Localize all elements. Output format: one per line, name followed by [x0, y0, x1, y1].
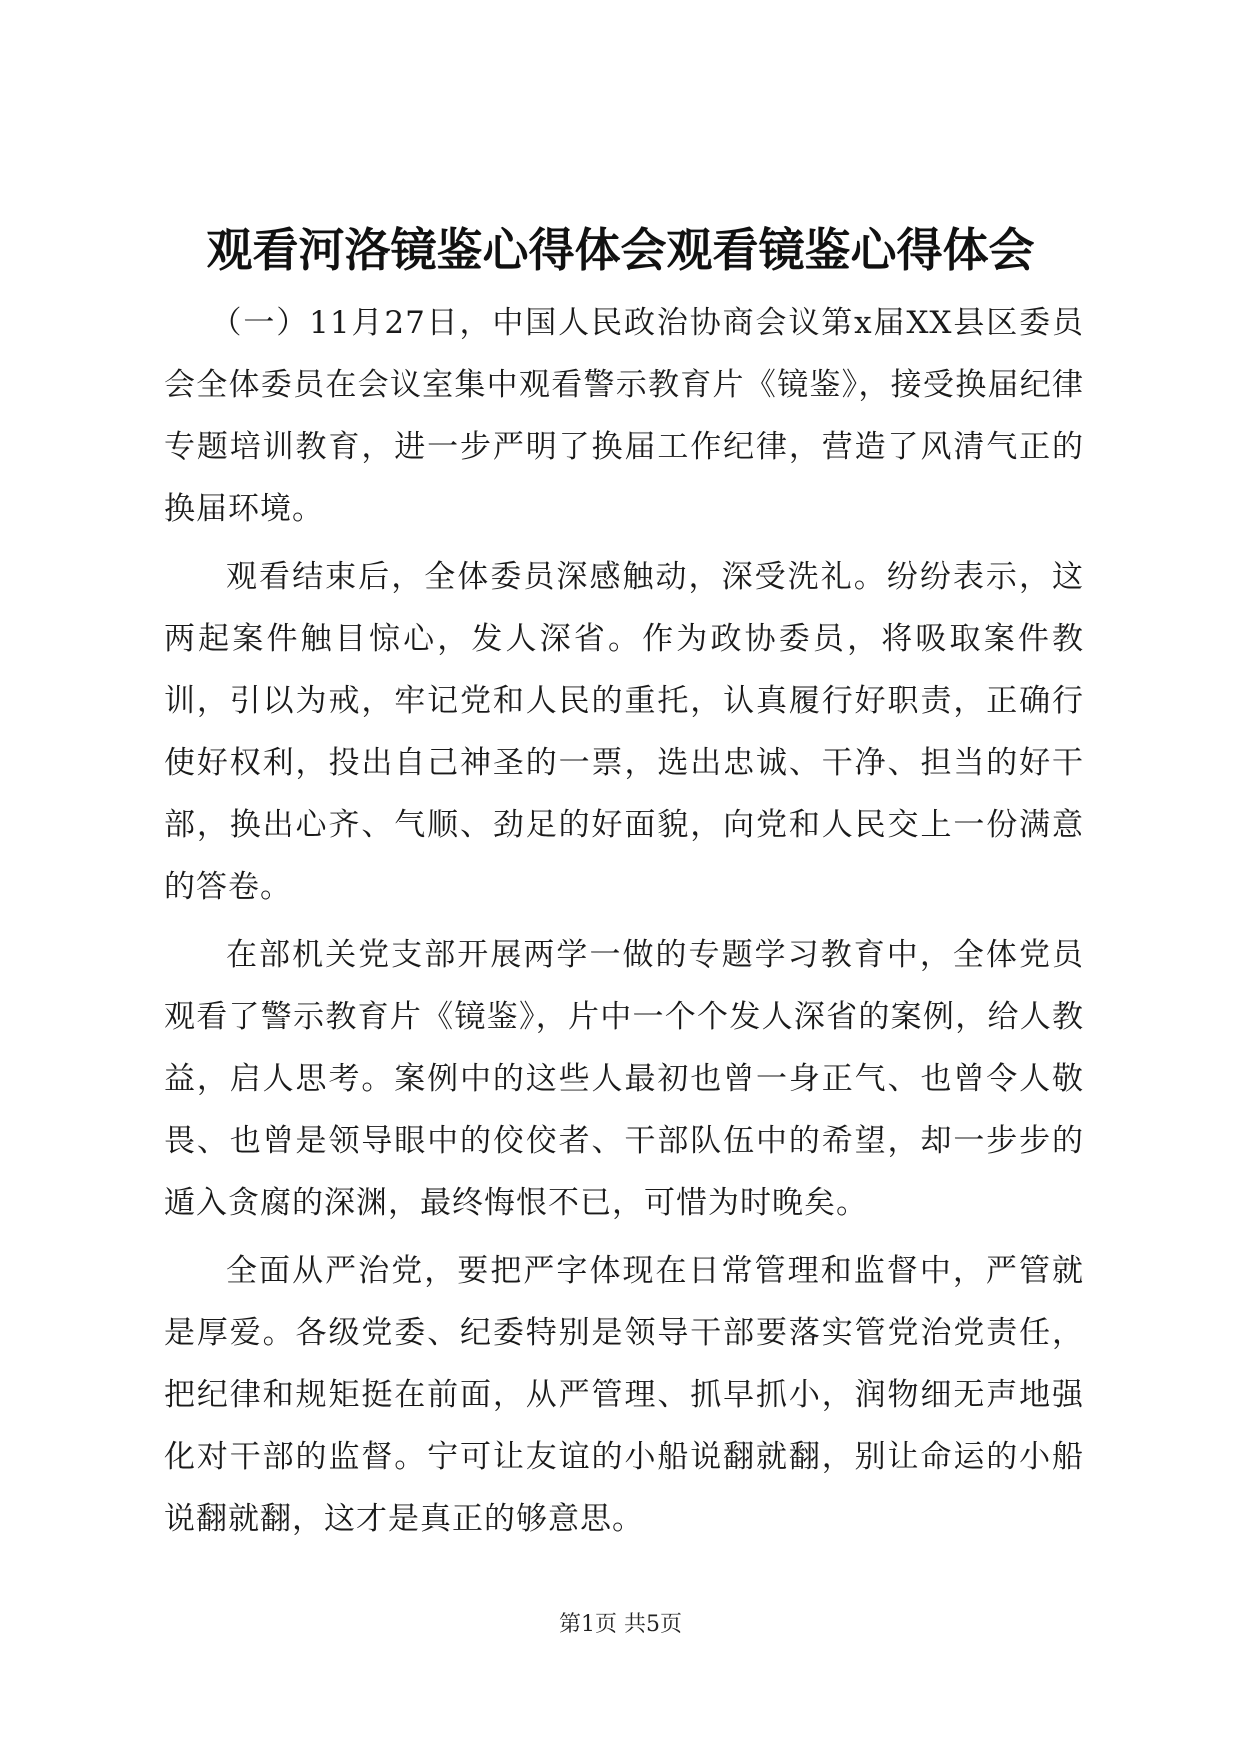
paragraph-3: 在部机关党支部开展两学一做的专题学习教育中，全体党员观看了警示教育片《镜鉴》，片中一个个发人深省的案例，给人教益，启人思考。案例中的这些人最初也曾一身正气、也曾令人敬畏、也曾是领导眼中的佼佼者、干部队伍中的希望，却一步步的遁入贪腐的深渊，最终悔恨不已，可惜为时晚矣。 [164, 937, 1084, 1221]
document-body [164, 292, 1084, 1556]
paragraph-2: 观看结束后，全体委员深感触动，深受洗礼。纷纷表示，这两起案件触目惊心，发人深省。作为政协委员，将吸取案件教训，引以为戒，牢记党和人民的重托，认真履行好职责，正确行使好权利，投出自己神圣的一票，选出忠诚、干净、担当的好干部，换出心齐、气顺、劲足的好面貌，向党和人民交上一份满意的答卷。 [164, 559, 1084, 905]
paragraph-1: （一）11月27日，中国人民政治协商会议第x届XX县区委员会全体委员在会议室集中观看警示教育片《镜鉴》，接受换届纪律专题培训教育，进一步严明了换届工作纪律，营造了风清气正的换届环境。 [164, 305, 1084, 527]
page-number-footer: 第1页 共5页 [559, 1612, 682, 1637]
paragraph-4: 全面从严治党，要把严字体现在日常管理和监督中，严管就是厚爱。各级党委、纪委特别是领导干部要落实管党治党责任，把纪律和规矩挺在前面，从严管理、抓早抓小，润物细无声地强化对干部的监督。宁可让友谊的小船说翻就翻，别让命运的小船说翻就翻，这才是真正的够意思。 [164, 1253, 1084, 1537]
document-title: 观看河洛镜鉴心得体会观看镜鉴心得体会 [206, 223, 1035, 277]
